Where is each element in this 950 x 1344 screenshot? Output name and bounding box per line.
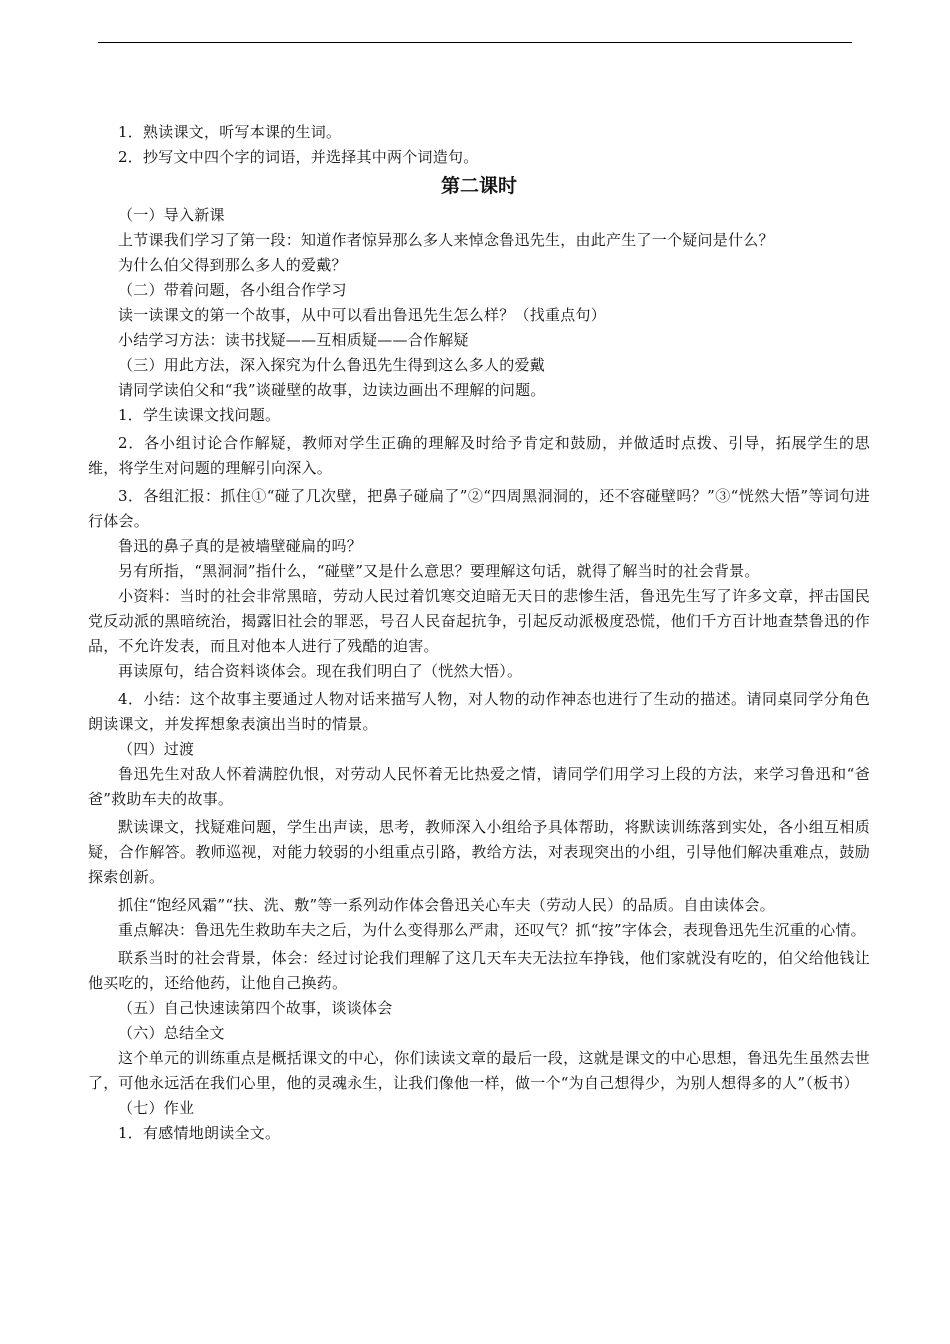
heading-group-study: （二）带着问题，各小组合作学习 [118,281,347,299]
paragraph: 小结学习方法：读书找疑——互相质疑——合作解疑 [118,331,469,349]
paragraph-background-info: 小资料：当时的社会非常黑暗，劳动人民过着饥寒交迫暗无天日的悲惨生活，鲁迅先生写了许多文章，抨击国民党反动派的黑暗统治，揭露旧社会的罪恶，号召人民奋起抗争，引起反动派极度恐慌，他们千方百计地查禁鲁迅的作品，不允许发表，而且对他本人进行了残酷的迫害。 [88,587,870,655]
section-title: 第二课时 [440,175,517,197]
paragraph: 鲁迅先生对敌人怀着满腔仇恨，对劳动人民怀着无比热爱之情，请同学们用学习上段的方法，来学习鲁迅和“爸爸”救助车夫的故事。 [88,765,870,808]
paragraph: 鲁迅的鼻子真的是被墙壁碰扁的吗？ [118,537,363,555]
paragraph: 重点解决：鲁迅先生救助车夫之后，为什么变得那么严肃，还叹气？抓“按”字体会，表现鲁迅先生沉重的心情。 [118,921,866,939]
paragraph: 另有所指，“黑洞洞”指什么，“碰壁”又是什么意思？要理解这句话，就得了解当时的社会背景。 [118,562,760,580]
paragraph: 联系当时的社会背景，体会：经过讨论我们理解了这几天车夫无法拉车挣钱，他们家就没有吃的，伯父给他钱让他买吃的，还给他药，让他自己换药。 [88,949,870,992]
paragraph: 再读原句，结合资料谈体会。现在我们明白了（恍然大悟）。 [118,662,523,680]
paragraph: 读一读课文的第一个故事，从中可以看出鲁迅先生怎么样？（找重点句） [118,306,607,324]
homework-item-2: 2．抄写文中四个字的词语，并选择其中两个词造句。 [118,148,479,166]
heading-homework: （七）作业 [118,1099,195,1117]
header-rule [98,42,852,43]
paragraph: 抓住“饱经风霜”“扶、洗、敷”等一系列动作体会鲁迅关心车夫（劳动人民）的品质。自由读体会。 [118,896,775,914]
heading-intro-new-lesson: （一）导入新课 [118,206,225,224]
heading-deep-inquiry: （三）用此方法，深入探究为什么鲁迅先生得到这么多人的爱戴 [118,356,546,374]
document-body [88,120,870,1146]
paragraph: 上节课我们学习了第一段：知道作者惊异那么多人来悼念鲁迅先生，由此产生了一个疑问是什么？ [118,231,774,249]
heading-summary: （六）总结全文 [118,1024,225,1042]
heading-fourth-story: （五）自己快速读第四个故事，谈谈体会 [118,999,393,1017]
list-item: 1．学生读课文找问题。 [118,406,281,424]
paragraph: 默读课文，找疑难问题，学生出声读，思考，教师深入小组给予具体帮助，将默读训练落到实处，各小组互相质疑，合作解答。教师巡视，对能力较弱的小组重点引路，教给方法，对表现突出的小组，引导他们解决重难点，鼓励探索创新。 [88,818,870,886]
paragraph: 请同学读伯父和“我”谈碰壁的故事，边读边画出不理解的问题。 [118,381,546,399]
paragraph: 为什么伯父得到那么多人的爱戴？ [118,256,347,274]
homework-item-1: 1．熟读课文，听写本课的生词。 [118,123,342,141]
list-item: 2．各小组讨论合作解疑，教师对学生正确的理解及时给予肯定和鼓励，并做适时点拨、引导，拓展学生的思维，将学生对问题的理解引向深入。 [88,434,870,477]
list-item: 3．各组汇报：抓住①“碰了几次壁，把鼻子碰扁了”②“四周黑洞洞的，还不容碰壁吗？”③“恍然大悟”等词句进行体会。 [88,487,870,530]
list-item: 4．小结：这个故事主要通过人物对话来描写人物，对人物的动作神态也进行了生动的描述。请同桌同学分角色朗读课文，并发挥想象表演出当时的情景。 [88,690,870,733]
list-item: 1．有感情地朗读全文。 [118,1124,281,1142]
heading-transition: （四）过渡 [118,740,195,758]
paragraph: 这个单元的训练重点是概括课文的中心，你们读读文章的最后一段，这就是课文的中心思想，鲁迅先生虽然去世了，可他永远活在我们心里，他的灵魂永生，让我们像他一样，做一个“为自己想得少，为别人想得多的人”（板书） [88,1049,870,1092]
